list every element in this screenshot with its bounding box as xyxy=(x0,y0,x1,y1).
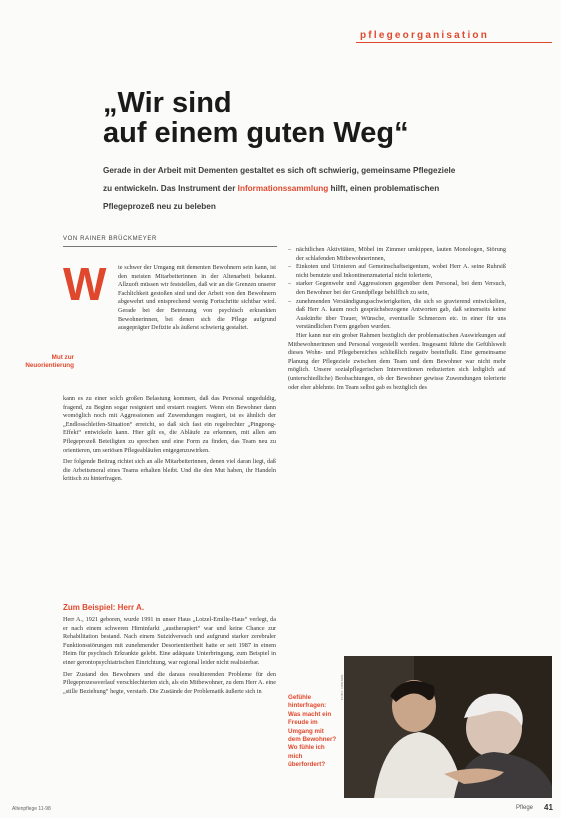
byline: VON RAINER BRÜCKMEYER xyxy=(63,236,157,242)
body-column-1-lower xyxy=(63,616,276,699)
section-rule xyxy=(356,42,552,43)
lead-text-1: Gerade in der Arbeit mit Dementen gestaltet es sich oft schwierig, gemeinsame Pflegeziele zu entwickeln. Das Instrument der xyxy=(103,166,456,193)
body-column-2 xyxy=(288,246,506,395)
footer-section: Pflege xyxy=(516,805,534,811)
title-line-2: auf einem guten Weg“ xyxy=(103,117,409,149)
footer-issue: Altenpflege 11-98 xyxy=(12,806,51,812)
paragraph: Herr A., 1921 geboren, wurde 1991 in unser Haus „Lotzel-Emilie-Haus“ verlegt, da er nach einem schweren Hirninfarkt „austherapiert“ war und keine Chance zur Rehabilitation bestand. Nach einem Suizidversuch und aufgrund starker zerebraler Funktionsstörungen mit zunehmender Desorientiertheit hatte er seit 1987 in einem Heim für psychisch Erkrankte gelebt. Eine adäquate Unterbringung, zum Beispiel in einer gerontopsychiatrischen Einrichtung, war regional leider nicht realisierbar. xyxy=(63,616,276,666)
intro-paragraph: ie schwer der Umgang mit dementen Bewohnern sein kann, ist den meisten Mitarbeiterinnen in der Altenarbeit bekannt. Allzuoft müssen wir feststellen, daß wir an die Grenzen unserer Fachlichkeit gestoßen sind und der Arbeit von den Bewohnern abgewehrt und entsprechend wenig Fortschritte sichtbar wird. Gerade bei der Betreuung von psychisch erkrankten Bewohnerinnen, bei denen sich die Pflege aufgrund ausgeprägter Defizite als äußerst schwierig gestaltet. xyxy=(118,264,276,332)
article-photo xyxy=(344,656,552,798)
subheading: Zum Beispiel: Herr A. xyxy=(63,603,145,612)
body-column-1 xyxy=(63,395,276,487)
byline-rule xyxy=(63,246,277,247)
paragraph: Hier kann nur ein grober Rahmen bezüglich der problematischen Auswirkungen auf Mitbewohnerinnen und Personal vorgestellt werden. Insgesamt führte die Gefühlswelt dieses Wohn- und Pflegebereiches schließlich negativ beeinflußt. Eine gemeinsame Planung der Pflegeziele zwischen dem Team und dem Bewohner war nicht mehr möglich. Unsere sozialpflegerischen Interventionen reduzierten sich lediglich auf (unterschiedliche) Beobachtungen, ob der Bewohner gewisse Zuwendungen tolerierte oder eher ablehnte. Im Team selbst gab es bezüglich des xyxy=(288,331,506,391)
list-item: – starker Gegenwehr und Aggressionen gegenüber dem Personal, bei dem Versuch, den Bewohner bei der Grundpflege behilflich zu sein, xyxy=(288,280,506,297)
list-item: – nächtlichen Aktivitäten, Möbel im Zimmer umkippen, lauten Monologen, Störung der schlafenden Mitbewohnerinnen, xyxy=(288,246,506,263)
symptom-list xyxy=(288,246,506,332)
margin-note: Mut zur Neuorientierung xyxy=(25,354,74,369)
section-header: pflegeorganisation xyxy=(360,30,490,41)
lead-highlight: Informationssammlung xyxy=(237,184,329,193)
title-line-1: „Wir sind xyxy=(103,87,232,119)
photo-caption: Gefühle hinterfragen: Was macht ein Freude im Umgang mit dem Bewohner? Wo fühle ich mich überfordert? xyxy=(288,694,337,769)
paragraph: Der Zustand des Bewohners und die daraus resultierenden Probleme für den Pflegeprozessverlauf verschlechterten sich, als ein Mitbewohner, zu dem Herr A. eine „stille Beziehung“ hegte, verstarb. Die Zustände der Problematik äußerte sich in xyxy=(63,670,276,695)
list-item: – zunehmenden Verständigungsschwierigkeiten, die sich so gravierend entwickelten, daß Herr A. kaum noch gesprächsbezogene Antworten gab, daß seinerseits keine Auskünfte über Trauer, Wünsche, eventuelle Schmerzen etc. in einer für uns verständlichen Form gegeben wurden. xyxy=(288,298,506,332)
article-title xyxy=(103,88,483,148)
article-lead xyxy=(103,162,463,216)
page-number: 41 xyxy=(544,803,553,812)
lead-text-2: hilft, einen problematischen Pflegeprozeß neu zu beleben xyxy=(103,184,440,211)
photo-credit: FOTO: WERNER xyxy=(340,674,344,700)
paragraph: Der folgende Beitrag richtet sich an alle Mitarbeiterinnen, denen viel daran liegt, daß die Arbeitsmoral eines Teams erhalten bleibt. Und die den Mut haben, ihr Handeln kritisch zu hinterfragen. xyxy=(63,458,276,483)
drop-cap: W xyxy=(63,258,107,310)
list-item: – Einkoten und Urinieren auf Gemeinschaftseigentum, wobei Herr A. seine Ruhrsiß nicht benutzte und Inkontinenzmaterial nicht tolerierte, xyxy=(288,263,506,280)
paragraph: kann es zu einer solch großen Belastung kommen, daß das Personal ungeduldig, fragend, zu Beginn sogar resigniert und erstarrt reagiert. Wenn ein Bewohner dann womöglich noch mit Aggressionen auf Zuwendungen reagiert, ist es ähnlich der „Endlosschleifen-Situation“ erreicht, so daß sich fast ein regelrechter „Pingpong-Effekt“ entwickeln kann. Hier gilt es, die Abläufe zu erkennen, mit allen am Pflegeprozeß Beteiligten zu sprechen und eine Form zu finden, das Team neu zu orientieren, um seriösen Pflegeabläufen entgegenzuwirken. xyxy=(63,395,276,454)
